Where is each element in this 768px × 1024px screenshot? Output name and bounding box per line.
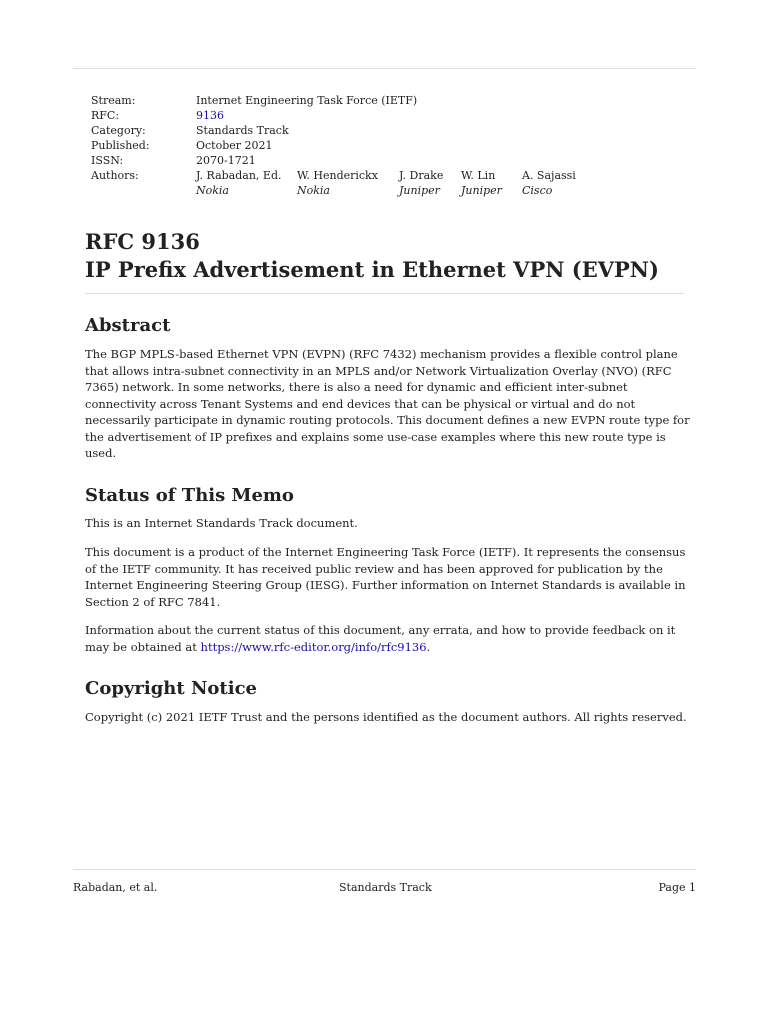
status-heading: Status of This Memo <box>85 485 294 506</box>
published-value: October 2021 <box>196 139 273 152</box>
rfc-editor-info-link[interactable]: https://www.rfc-editor.org/info/rfc9136 <box>200 639 427 654</box>
copyright-paragraph: Copyright (c) 2021 IETF Trust and the persons identified as the document authors. All rights reserved. <box>85 710 687 724</box>
title-rfc-number: RFC 9136 <box>85 229 200 254</box>
status-paragraph-1: This is an Internet Standards Track document. <box>85 516 358 530</box>
author-entry <box>196 168 282 198</box>
author-entry <box>522 168 576 198</box>
abstract-paragraph: The BGP MPLS-based Ethernet VPN (EVPN) (RFC 7432) mechanism provides a flexible control plane that allows intra-subnet connectivity in an MPLS and/or Network Virtualization Overlay (NVO) (RFC 7365) network. In some networks, there is also a need for dynamic and efficient inter-subnet connectivity across Tenant Systems and end devices that can be physical or virtual and do not necessarily participate in dynamic routing protocols. This document defines a new EVPN route type for the advertisement of IP prefixes and explains some use-case examples where this new route type is used. <box>85 347 690 460</box>
author-org: Nokia <box>196 184 229 197</box>
author-org: Cisco <box>522 184 553 197</box>
author-org: Nokia <box>297 184 330 197</box>
issn-label: ISSN: <box>91 154 124 167</box>
author-name: A. Sajassi <box>522 169 576 182</box>
author-org: Juniper <box>399 184 440 197</box>
author-entry <box>297 168 378 198</box>
document-title <box>85 228 685 284</box>
rfc-label: RFC: <box>91 109 120 122</box>
author-entry <box>461 168 502 198</box>
stream-label: Stream: <box>91 94 136 107</box>
category-label: Category: <box>91 124 146 137</box>
title-divider <box>85 293 684 294</box>
published-label: Published: <box>91 139 150 152</box>
author-name: W. Lin <box>461 169 496 182</box>
author-name: J. Rabadan, Ed. <box>196 169 282 182</box>
authors-label: Authors: <box>91 169 139 182</box>
header-divider <box>73 68 696 69</box>
issn-value: 2070-1721 <box>196 154 256 167</box>
status-p3-text: Information about the current status of this document, any errata, and how to provide feedback on it may be obtained at <box>85 623 676 654</box>
rfc-number-link[interactable]: 9136 <box>196 109 224 122</box>
author-entry <box>399 168 443 198</box>
abstract-heading: Abstract <box>85 315 171 336</box>
status-paragraph-3 <box>85 622 690 655</box>
footer-category: Standards Track <box>339 881 432 894</box>
author-name: J. Drake <box>399 169 444 182</box>
footer-divider <box>73 869 696 870</box>
status-p3-period: . <box>426 639 431 654</box>
category-value: Standards Track <box>196 124 289 137</box>
footer-page-number: Page 1 <box>658 881 696 894</box>
footer-authors: Rabadan, et al. <box>73 881 158 894</box>
title-text: IP Prefix Advertisement in Ethernet VPN (EVPN) <box>85 257 659 282</box>
author-org: Juniper <box>461 184 502 197</box>
copyright-heading: Copyright Notice <box>85 678 257 699</box>
author-name: W. Henderickx <box>297 169 378 182</box>
status-paragraph-2: This document is a product of the Internet Engineering Task Force (IETF). It represents the consensus of the IETF community. It has received public review and has been approved for publication by the Internet Engineering Steering Group (IESG). Further information on Internet Standards is available in Section 2 of RFC 7841. <box>85 545 686 609</box>
stream-value: Internet Engineering Task Force (IETF) <box>196 94 418 107</box>
